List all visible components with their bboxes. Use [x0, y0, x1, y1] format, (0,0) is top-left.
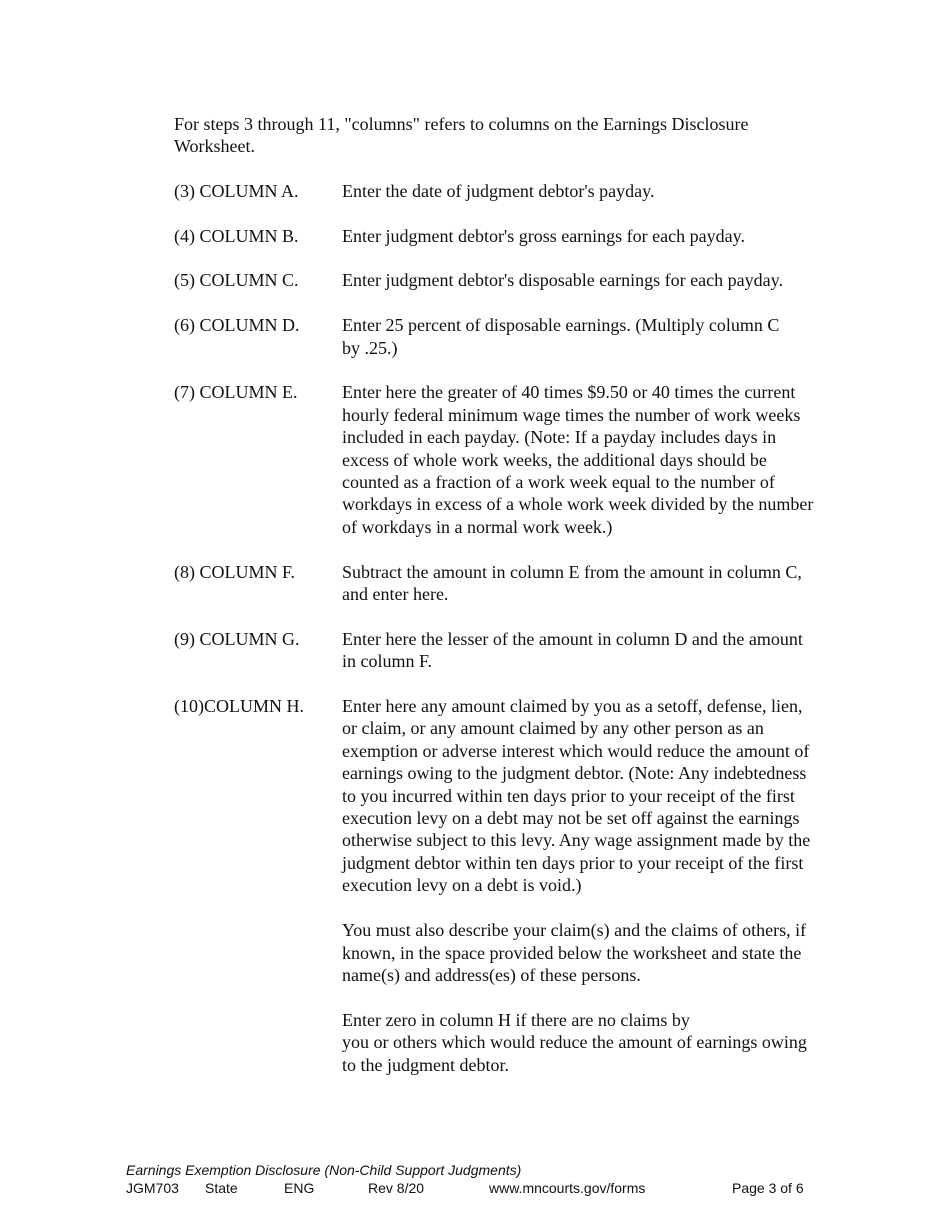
instruction-step — [174, 695, 844, 1076]
step-paragraph — [342, 381, 832, 538]
step-paragraph — [342, 269, 832, 291]
instruction-step — [174, 381, 844, 538]
form-footer — [126, 1161, 826, 1197]
step-line: Enter judgment debtor's gross earnings for each payday. — [342, 225, 745, 246]
step-paragraph — [342, 1009, 832, 1076]
step-label: (8) COLUMN F. — [174, 561, 296, 582]
step-line: or claim, or any amount claimed by any other person as an — [342, 718, 764, 739]
form-code: JGM703 — [126, 1180, 179, 1196]
step-paragraph — [342, 314, 832, 359]
step-label: (3) COLUMN A. — [174, 180, 299, 201]
step-line: Enter judgment debtor's disposable earnings for each payday. — [342, 270, 783, 291]
step-line: to you incurred within ten days prior to your receipt of the first — [342, 785, 795, 806]
instruction-step — [174, 628, 844, 673]
step-description — [342, 180, 832, 202]
intro-line: Worksheet. — [174, 136, 256, 157]
step-line: included in each payday. (Note: If a payday includes days in — [342, 427, 777, 448]
instruction-step — [174, 225, 844, 247]
page-number: Page 3 of 6 — [732, 1180, 804, 1196]
step-label: (7) COLUMN E. — [174, 382, 298, 403]
intro-paragraph — [174, 113, 794, 158]
form-title: Earnings Exemption Disclosure (Non-Child Support Judgments) — [126, 1162, 522, 1178]
step-line: execution levy on a debt may not be set off against the earnings — [342, 808, 800, 829]
steps-list — [174, 180, 844, 1076]
instruction-step — [174, 180, 844, 202]
step-line: known, in the space provided below the worksheet and state the — [342, 942, 802, 963]
step-line: by .25.) — [342, 337, 398, 358]
step-label: (10)COLUMN H. — [174, 696, 304, 717]
step-line: Subtract the amount in column E from the amount in column C, — [342, 561, 802, 582]
step-line: workdays in excess of a whole work week divided by the number — [342, 494, 814, 515]
step-description — [342, 314, 832, 359]
step-line: name(s) and address(es) of these persons. — [342, 964, 641, 985]
step-paragraph — [342, 628, 832, 673]
step-line: you or others which would reduce the amount of earnings owing — [342, 1032, 807, 1053]
step-paragraph — [342, 225, 832, 247]
website-link[interactable]: www.mncourts.gov/forms — [489, 1180, 646, 1196]
step-description — [342, 561, 832, 606]
step-description — [342, 381, 832, 538]
instruction-step — [174, 561, 844, 606]
step-line: in column F. — [342, 651, 433, 672]
step-line: Enter here any amount claimed by you as a setoff, defense, lien, — [342, 696, 803, 717]
step-description — [342, 628, 832, 673]
step-paragraph — [342, 919, 832, 986]
step-description — [342, 225, 832, 247]
step-label: (4) COLUMN B. — [174, 225, 299, 246]
revision: Rev 8/20 — [368, 1180, 425, 1196]
instruction-step — [174, 269, 844, 291]
step-line: Enter here the lesser of the amount in column D and the amount — [342, 628, 803, 649]
step-line: You must also describe your claim(s) and the claims of others, if — [342, 920, 807, 941]
step-line: execution levy on a debt is void.) — [342, 875, 582, 896]
step-line: judgment debtor within ten days prior to your receipt of the first — [342, 852, 804, 873]
instruction-step — [174, 314, 844, 359]
step-paragraph — [342, 695, 832, 897]
step-line: hourly federal minimum wage times the number of work weeks — [342, 404, 801, 425]
step-line: excess of whole work weeks, the additional days should be — [342, 449, 767, 470]
jurisdiction: State — [205, 1180, 238, 1196]
step-paragraph — [342, 561, 832, 606]
step-label: (9) COLUMN G. — [174, 628, 300, 649]
intro-line: For steps 3 through 11, "columns" refers to columns on the Earnings Disclosure — [174, 114, 749, 134]
step-line: exemption or adverse interest which would reduce the amount of — [342, 740, 810, 761]
step-line: counted as a fraction of a work week equal to the number of — [342, 472, 775, 493]
instructions-page — [174, 113, 844, 1098]
step-line: Enter here the greater of 40 times $9.50 or 40 times the current — [342, 382, 796, 403]
step-description — [342, 695, 832, 1076]
step-description — [342, 269, 832, 291]
language: ENG — [284, 1180, 315, 1196]
step-line: to the judgment debtor. — [342, 1054, 509, 1075]
step-label: (6) COLUMN D. — [174, 315, 300, 336]
step-line: of workdays in a normal work week.) — [342, 516, 613, 537]
step-line: Enter zero in column H if there are no claims by — [342, 1009, 690, 1030]
step-line: and enter here. — [342, 584, 449, 605]
step-line: Enter the date of judgment debtor's payday. — [342, 180, 655, 201]
step-line: Enter 25 percent of disposable earnings. (Multiply column C — [342, 315, 780, 336]
step-label: (5) COLUMN C. — [174, 270, 299, 291]
step-paragraph — [342, 180, 832, 202]
footer-meta-row — [126, 1179, 826, 1197]
step-line: earnings owing to the judgment debtor. (Note: Any indebtedness — [342, 763, 807, 784]
step-line: otherwise subject to this levy. Any wage assignment made by the — [342, 830, 811, 851]
